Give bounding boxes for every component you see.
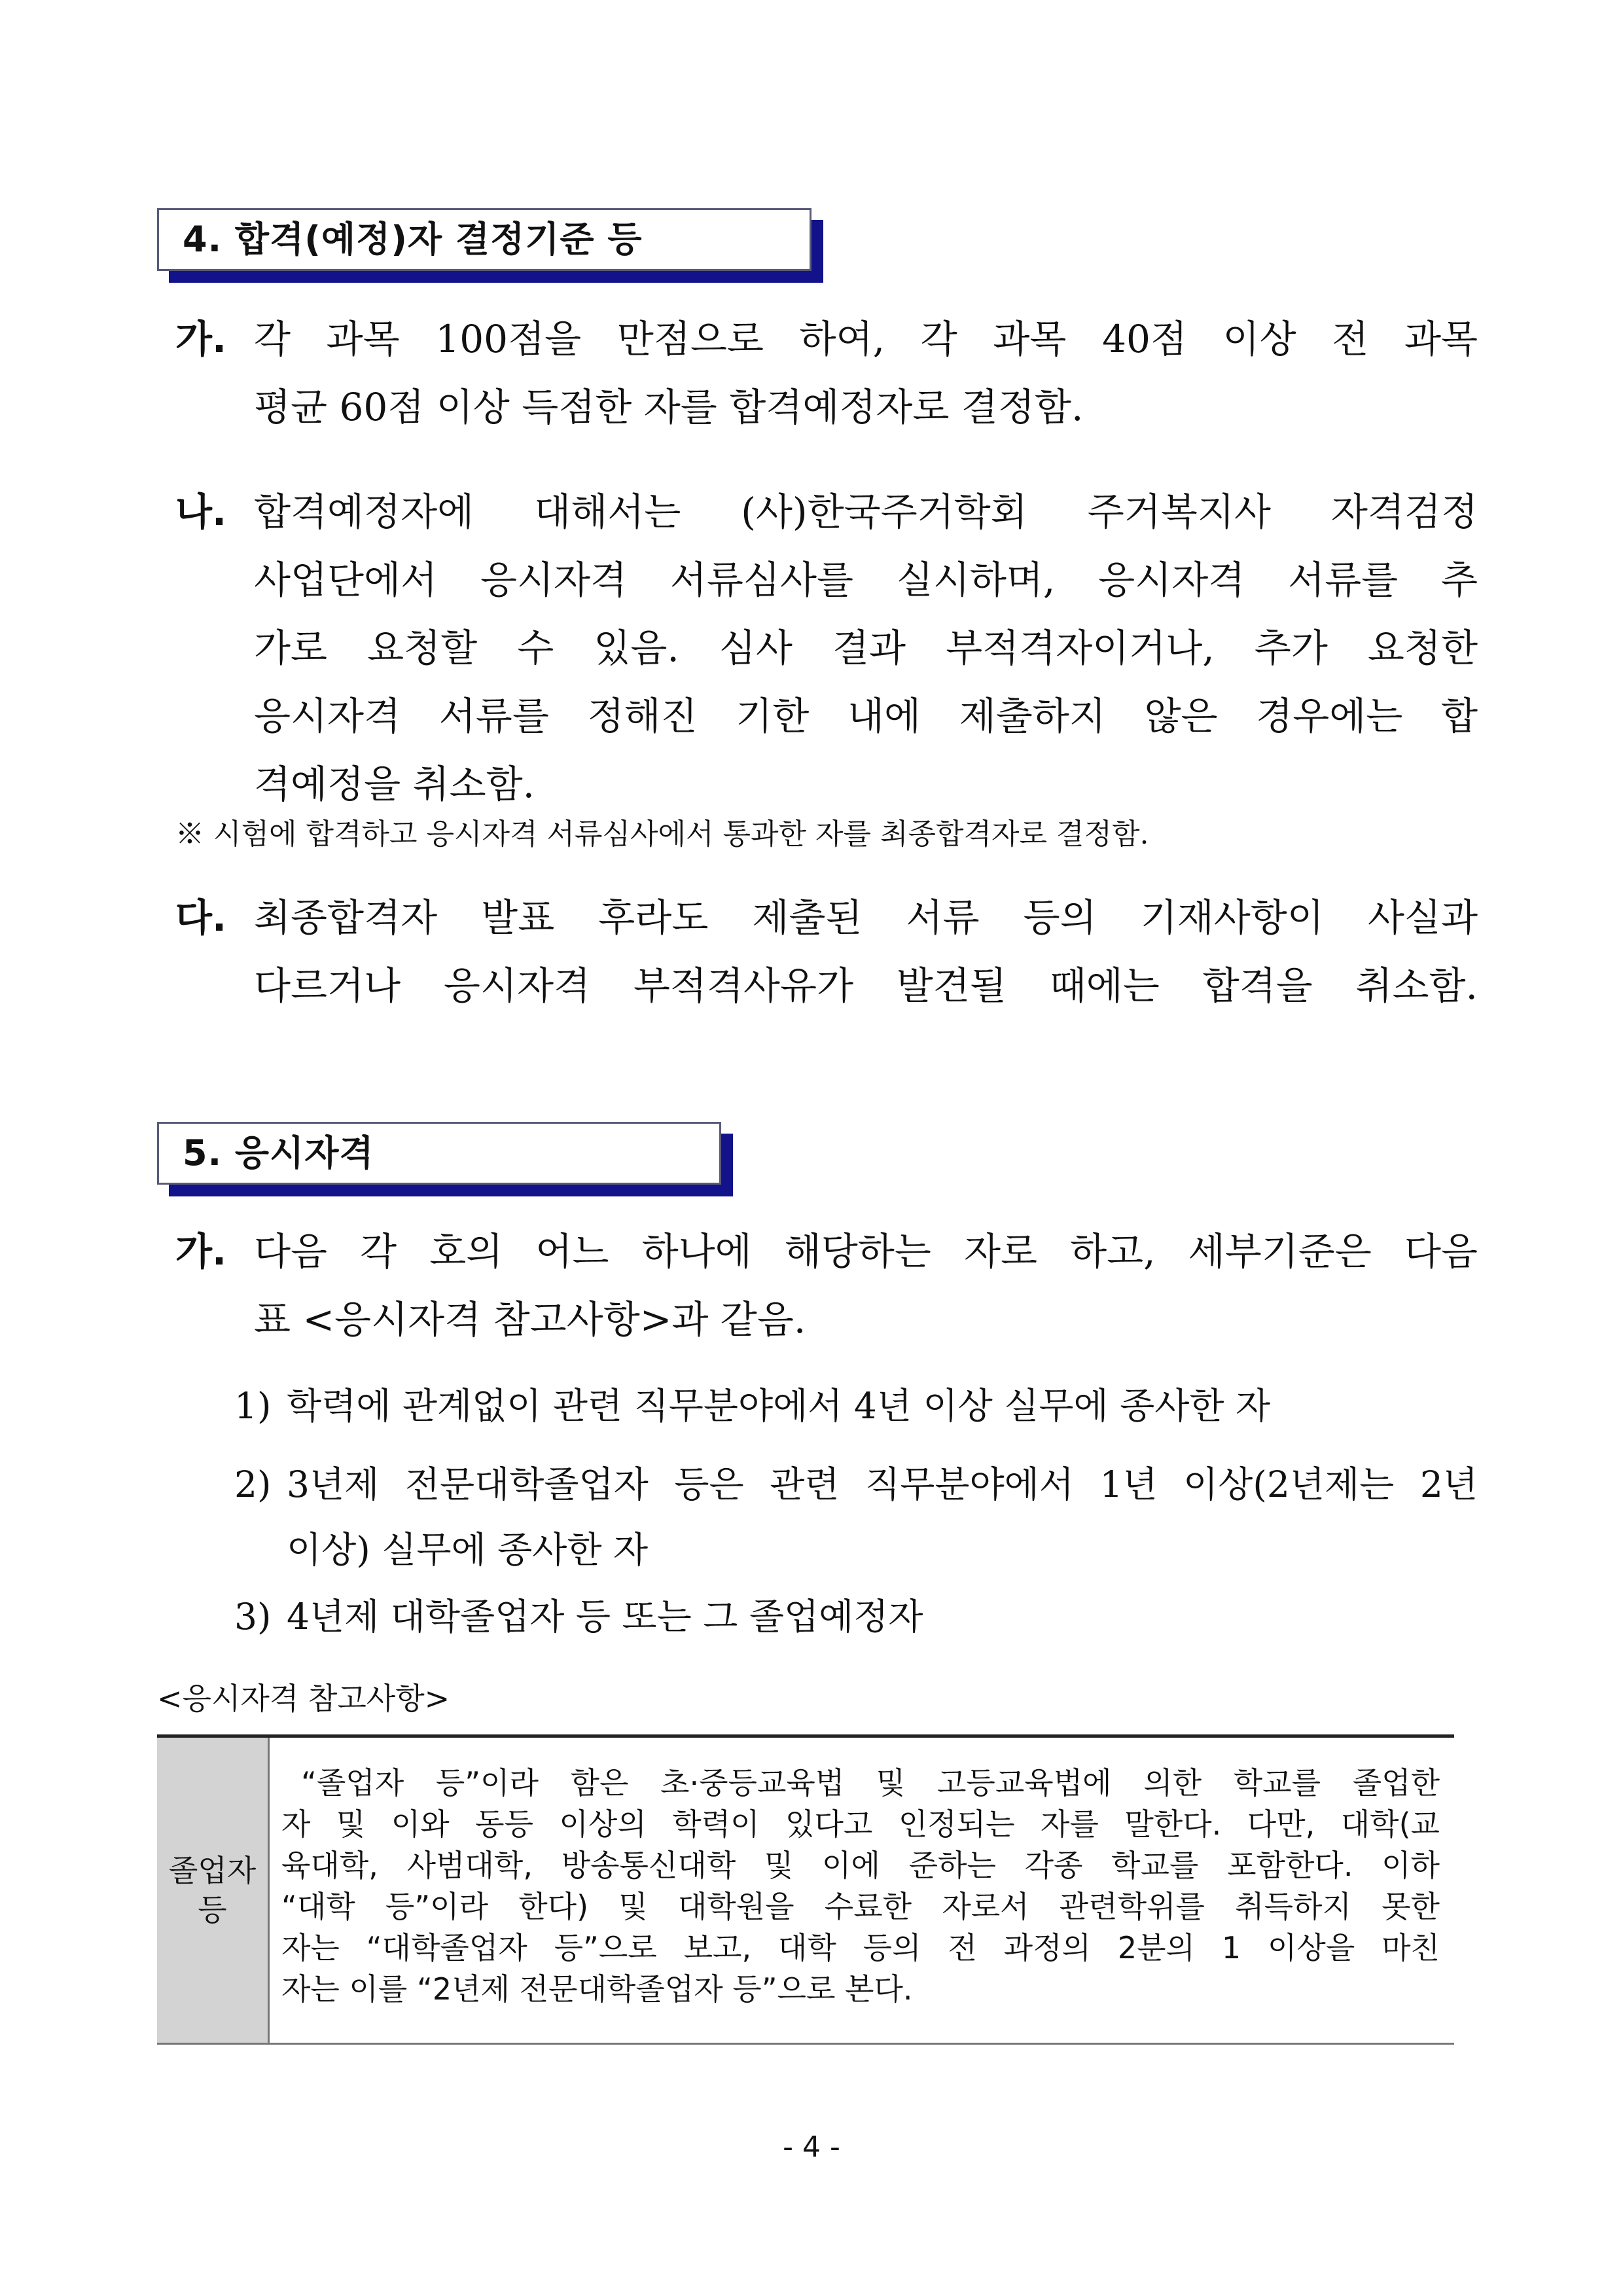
section-4-item-na — [175, 478, 1478, 818]
text-line: 표 <응시자격 참고사항>과 같음. — [254, 1297, 806, 1342]
subitem-number: 1) — [234, 1385, 272, 1427]
section-5-item-ga — [175, 1217, 1478, 1354]
text-line: 이상) 실무에 종사한 자 — [287, 1529, 649, 1571]
subitem-number: 2) — [234, 1463, 272, 1505]
table-text-line: 자는 “대학졸업자 등”으로 보고, 대학 등의 전 과정의 2분의 1 이상을 마친 — [281, 1930, 1440, 1965]
header-line: 등 — [198, 1892, 227, 1928]
section-4-item-da — [175, 884, 1478, 1020]
table-body-cell — [281, 1763, 1440, 2010]
table-text-line: 자는 이를 “2년제 전문대학졸업자 등”으로 본다. — [281, 1971, 913, 2007]
table-text-line: “졸업자 등”이라 함은 초·중등교육법 및 고등교육법에 의한 학교를 졸업한 — [301, 1765, 1440, 1801]
table-text-line: 육대학, 사범대학, 방송통신대학 및 이에 준하는 각종 학교를 포함한다. 이하 — [281, 1848, 1440, 1883]
section-4-item-ga — [175, 305, 1478, 441]
text-line: 응시자격 서류를 정해진 기한 내에 제출하지 않은 경우에는 합 — [254, 694, 1478, 738]
text-line: 사업단에서 응시자격 서류심사를 실시하며, 응시자격 서류를 추 — [254, 558, 1478, 602]
table-caption: <응시자격 참고사항> — [157, 1681, 450, 1716]
text-line: 평균 60점 이상 득점한 자를 합격예정자로 결정함. — [254, 385, 1084, 429]
text-line: 3년제 전문대학졸업자 등은 관련 직무분야에서 1년 이상(2년제는 2년 — [287, 1463, 1478, 1505]
table-header-cell — [157, 1738, 270, 2043]
subitem-2 — [234, 1452, 1478, 1583]
text-line: 다음 각 호의 어느 하나에 해당하는 자로 하고, 세부기준은 다음 — [254, 1229, 1478, 1274]
item-marker: 가. — [175, 1229, 227, 1274]
item-text — [254, 478, 1478, 818]
text-line: 합격예정자에 대해서는 (사)한국주거학회 주거복지사 자격검정 — [254, 490, 1478, 534]
table-text-line: 자 및 이와 동등 이상의 학력이 있다고 인정되는 자를 말한다. 다만, 대학(교 — [281, 1806, 1440, 1842]
item-text — [254, 1217, 1478, 1354]
item-marker: 나. — [175, 490, 227, 534]
section-5-heading: 5. 응시자격 — [157, 1122, 721, 1185]
text-line: 다르거나 응시자격 부적격사유가 발견될 때에는 합격을 취소함. — [254, 963, 1478, 1008]
item-text — [254, 884, 1478, 1020]
item-marker: 다. — [175, 895, 227, 940]
table-text-line: “대학 등”이라 한다) 및 대학원을 수료한 자로서 관련학위를 취득하지 못한 — [281, 1889, 1440, 1924]
subitem-number: 3) — [234, 1596, 272, 1638]
subitem-3 — [234, 1584, 1478, 1649]
text-line: 학력에 관계없이 관련 직무분야에서 4년 이상 실무에 종사한 자 — [287, 1385, 1271, 1427]
reference-table — [157, 1734, 1454, 2045]
text-line: 가로 요청할 수 있음. 심사 결과 부적격자이거나, 추가 요청한 — [254, 626, 1478, 670]
header-line: 졸업자 — [168, 1853, 257, 1888]
text-line: 최종합격자 발표 후라도 제출된 서류 등의 기재사항이 사실과 — [254, 895, 1478, 940]
item-marker: 가. — [175, 317, 227, 361]
section-4-heading: 4. 합격(예정)자 결정기준 등 — [157, 208, 812, 271]
subitem-1 — [234, 1373, 1478, 1439]
item-text — [254, 305, 1478, 373]
text-line: 격예정을 취소함. — [254, 762, 535, 806]
text-line: 4년제 대학졸업자 등 또는 그 졸업예정자 — [287, 1596, 923, 1638]
text-line: 각 과목 100점을 만점으로 하여, 각 과목 40점 이상 전 과목 — [254, 317, 1478, 361]
section-4-note: ※ 시험에 합격하고 응시자격 서류심사에서 통과한 자를 최종합격자로 결정함. — [175, 817, 1149, 851]
page-number: - 4 - — [783, 2130, 840, 2164]
